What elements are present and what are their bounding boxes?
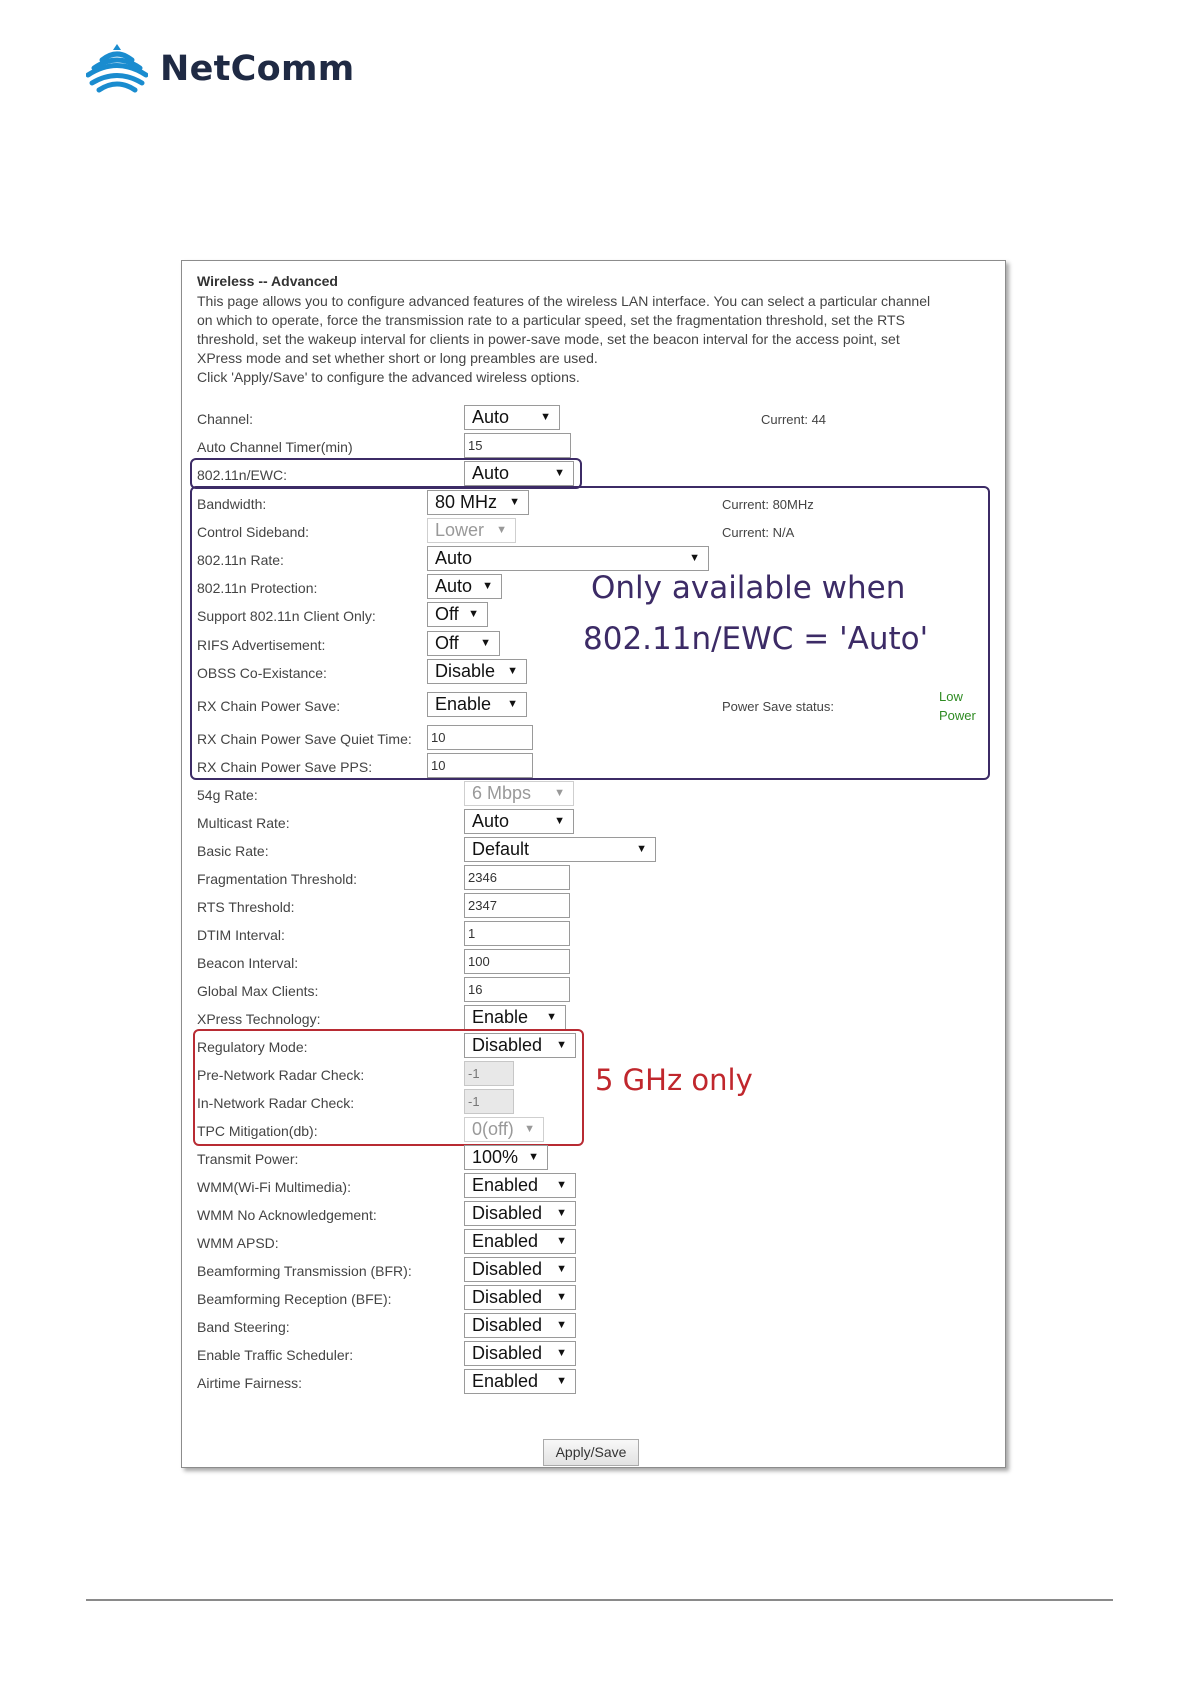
wmm-label: WMM(Wi-Fi Multimedia): bbox=[197, 1179, 351, 1195]
wmm-apsd-select[interactable] bbox=[464, 1229, 576, 1254]
rifs-label: RIFS Advertisement: bbox=[197, 637, 326, 653]
dropdown-arrow-icon: ▼ bbox=[509, 496, 520, 508]
pre-radar-label: Pre-Network Radar Check: bbox=[197, 1067, 365, 1083]
frag-threshold-label: Fragmentation Threshold: bbox=[197, 871, 358, 887]
basic-rate-label: Basic Rate: bbox=[197, 843, 269, 859]
annotation-5ghz-only: 5 GHz only bbox=[595, 1063, 753, 1097]
regulatory-value: Disabled bbox=[472, 1035, 543, 1055]
rifs-value: Off bbox=[435, 633, 459, 653]
dropdown-arrow-icon: ▼ bbox=[496, 524, 507, 536]
tpc-label: TPC Mitigation(db): bbox=[197, 1123, 318, 1139]
netcomm-logo bbox=[86, 42, 355, 96]
n-rate-value: Auto bbox=[435, 548, 473, 568]
description-line: This page allows you to configure advanced features of the wireless LAN interface. You can select a particular channel bbox=[197, 293, 931, 309]
transmit-power-label: Transmit Power: bbox=[197, 1151, 299, 1167]
max-clients-input[interactable]: 16 bbox=[464, 977, 570, 1002]
dropdown-arrow-icon: ▼ bbox=[540, 411, 551, 423]
channel-current: Current: 44 bbox=[761, 412, 827, 427]
rate-54g-select[interactable] bbox=[464, 781, 574, 806]
dropdown-arrow-icon: ▼ bbox=[528, 1151, 539, 1163]
tpc-value: 0(off) bbox=[472, 1119, 514, 1139]
rts-threshold-input[interactable]: 2347 bbox=[464, 893, 570, 918]
bandwidth-current: Current: 80MHz bbox=[722, 497, 814, 512]
bfr-label: Beamforming Transmission (BFR): bbox=[197, 1263, 412, 1279]
airtime-fairness-label: Airtime Fairness: bbox=[197, 1375, 303, 1391]
obss-value: Disable bbox=[435, 661, 496, 681]
dropdown-arrow-icon: ▼ bbox=[554, 815, 565, 827]
page-description bbox=[197, 292, 987, 387]
airtime-fairness-select[interactable] bbox=[464, 1369, 576, 1394]
channel-select[interactable] bbox=[464, 405, 560, 430]
wmm-select[interactable] bbox=[464, 1173, 576, 1198]
wmm-noack-select[interactable] bbox=[464, 1201, 576, 1226]
dropdown-arrow-icon: ▼ bbox=[482, 580, 493, 592]
xpress-select[interactable] bbox=[464, 1005, 566, 1030]
bfe-value: Disabled bbox=[472, 1287, 543, 1307]
wmm-value: Enabled bbox=[472, 1175, 539, 1195]
obss-label: OBSS Co-Existance: bbox=[197, 665, 327, 681]
wmm-noack-label: WMM No Acknowledgement: bbox=[197, 1207, 377, 1223]
traffic-scheduler-select[interactable] bbox=[464, 1341, 576, 1366]
dropdown-arrow-icon: ▼ bbox=[556, 1179, 567, 1191]
beacon-label: Beacon Interval: bbox=[197, 955, 299, 971]
dropdown-arrow-icon: ▼ bbox=[556, 1235, 567, 1247]
footer-divider bbox=[86, 1599, 1113, 1601]
rate-54g-label: 54g Rate: bbox=[197, 787, 258, 803]
rx-chain-power-save-value: Enable bbox=[435, 694, 492, 714]
wmm-apsd-label: WMM APSD: bbox=[197, 1235, 279, 1251]
multicast-rate-select[interactable] bbox=[464, 809, 574, 834]
transmit-power-value: 100% bbox=[472, 1147, 519, 1167]
dropdown-arrow-icon: ▼ bbox=[556, 1319, 567, 1331]
rx-pps-label: RX Chain Power Save PPS: bbox=[197, 759, 373, 775]
auto-channel-timer-input[interactable]: 15 bbox=[464, 433, 571, 458]
control-sideband-current: Current: N/A bbox=[722, 525, 795, 540]
basic-rate-select[interactable] bbox=[464, 837, 656, 862]
transmit-power-select[interactable] bbox=[464, 1145, 548, 1170]
description-line: on which to operate, force the transmission rate to a particular speed, set the fragmentation threshold, set the RTS bbox=[197, 312, 905, 328]
page-title: Wireless -- Advanced bbox=[197, 273, 338, 289]
bandwidth-value: 80 MHz bbox=[435, 492, 498, 512]
dropdown-arrow-icon: ▼ bbox=[556, 1263, 567, 1275]
frag-threshold-input[interactable]: 2346 bbox=[464, 865, 570, 890]
dropdown-arrow-icon: ▼ bbox=[556, 1207, 567, 1219]
bfe-label: Beamforming Reception (BFE): bbox=[197, 1291, 392, 1307]
control-sideband-value: Lower bbox=[435, 520, 485, 540]
band-steering-select[interactable] bbox=[464, 1313, 576, 1338]
dropdown-arrow-icon: ▼ bbox=[556, 1039, 567, 1051]
n-rate-label: 802.11n Rate: bbox=[197, 552, 284, 568]
n-client-only-label: Support 802.11n Client Only: bbox=[197, 608, 376, 624]
n-ewc-label: 802.11n/EWC: bbox=[197, 467, 288, 483]
rx-quiet-time-label: RX Chain Power Save Quiet Time: bbox=[197, 731, 412, 747]
annotation-ewc-auto: 802.11n/EWC = 'Auto' bbox=[583, 621, 929, 657]
bandwidth-label: Bandwidth: bbox=[197, 496, 267, 512]
basic-rate-value: Default bbox=[472, 839, 530, 859]
bfr-value: Disabled bbox=[472, 1259, 543, 1279]
description-line: threshold, set the wakeup interval for clients in power-save mode, set the beacon interval for the access point, set bbox=[197, 331, 900, 347]
bfe-select[interactable] bbox=[464, 1285, 576, 1310]
multicast-rate-label: Multicast Rate: bbox=[197, 815, 290, 831]
n-protection-value: Auto bbox=[435, 576, 473, 596]
dropdown-arrow-icon: ▼ bbox=[556, 1375, 567, 1387]
dropdown-arrow-icon: ▼ bbox=[524, 1123, 535, 1135]
rx-quiet-time-input[interactable]: 10 bbox=[427, 725, 533, 750]
beacon-input[interactable]: 100 bbox=[464, 949, 570, 974]
dtim-input[interactable]: 1 bbox=[464, 921, 570, 946]
max-clients-label: Global Max Clients: bbox=[197, 983, 319, 999]
wmm-apsd-value: Enabled bbox=[472, 1231, 539, 1251]
dropdown-arrow-icon: ▼ bbox=[554, 467, 565, 479]
power-save-status-line1: Low bbox=[939, 689, 963, 704]
band-steering-label: Band Steering: bbox=[197, 1319, 290, 1335]
dropdown-arrow-icon: ▼ bbox=[480, 637, 491, 649]
channel-label: Channel: bbox=[197, 411, 254, 427]
pre-radar-input[interactable]: -1 bbox=[464, 1061, 514, 1086]
dropdown-arrow-icon: ▼ bbox=[689, 552, 700, 564]
n-protection-label: 802.11n Protection: bbox=[197, 580, 318, 596]
in-radar-input[interactable]: -1 bbox=[464, 1089, 514, 1114]
power-save-status-label: Power Save status: bbox=[722, 699, 834, 714]
wireless-advanced-screenshot bbox=[181, 260, 1006, 1468]
traffic-scheduler-label: Enable Traffic Scheduler: bbox=[197, 1347, 354, 1363]
in-radar-label: In-Network Radar Check: bbox=[197, 1095, 355, 1111]
multicast-rate-value: Auto bbox=[472, 811, 510, 831]
dtim-label: DTIM Interval: bbox=[197, 927, 285, 943]
description-line: XPress mode and set whether short or long preambles are used. bbox=[197, 350, 598, 366]
dropdown-arrow-icon: ▼ bbox=[556, 1347, 567, 1359]
dropdown-arrow-icon: ▼ bbox=[468, 608, 479, 620]
power-save-status-line2: Power bbox=[939, 708, 976, 723]
wifi-logo-icon bbox=[86, 42, 148, 96]
dropdown-arrow-icon: ▼ bbox=[636, 843, 647, 855]
wmm-noack-value: Disabled bbox=[472, 1203, 543, 1223]
dropdown-arrow-icon: ▼ bbox=[554, 787, 565, 799]
n-ewc-highlight-box bbox=[190, 458, 582, 489]
annotation-only-available: Only available when bbox=[591, 570, 906, 606]
xpress-label: XPress Technology: bbox=[197, 1011, 321, 1027]
rx-pps-input[interactable]: 10 bbox=[427, 753, 533, 778]
rx-chain-power-save-label: RX Chain Power Save: bbox=[197, 698, 341, 714]
dropdown-arrow-icon: ▼ bbox=[507, 698, 518, 710]
n-client-only-value: Off bbox=[435, 604, 459, 624]
band-steering-value: Disabled bbox=[472, 1315, 543, 1335]
dropdown-arrow-icon: ▼ bbox=[556, 1291, 567, 1303]
rts-threshold-label: RTS Threshold: bbox=[197, 899, 295, 915]
5ghz-highlight-box bbox=[193, 1029, 584, 1146]
brand-name: NetComm bbox=[160, 49, 355, 89]
control-sideband-label: Control Sideband: bbox=[197, 524, 310, 540]
traffic-scheduler-value: Disabled bbox=[472, 1343, 543, 1363]
xpress-value: Enable bbox=[472, 1007, 529, 1027]
dropdown-arrow-icon: ▼ bbox=[546, 1011, 557, 1023]
channel-value: Auto bbox=[472, 407, 510, 427]
n-ewc-value: Auto bbox=[472, 463, 510, 483]
auto-channel-timer-label: Auto Channel Timer(min) bbox=[197, 439, 353, 455]
dropdown-arrow-icon: ▼ bbox=[507, 665, 518, 677]
airtime-fairness-value: Enabled bbox=[472, 1371, 539, 1391]
description-line: Click 'Apply/Save' to configure the advanced wireless options. bbox=[197, 369, 580, 385]
apply-save-button[interactable]: Apply/Save bbox=[543, 1439, 639, 1466]
rate-54g-value: 6 Mbps bbox=[472, 783, 532, 803]
regulatory-label: Regulatory Mode: bbox=[197, 1039, 308, 1055]
bfr-select[interactable] bbox=[464, 1257, 576, 1282]
